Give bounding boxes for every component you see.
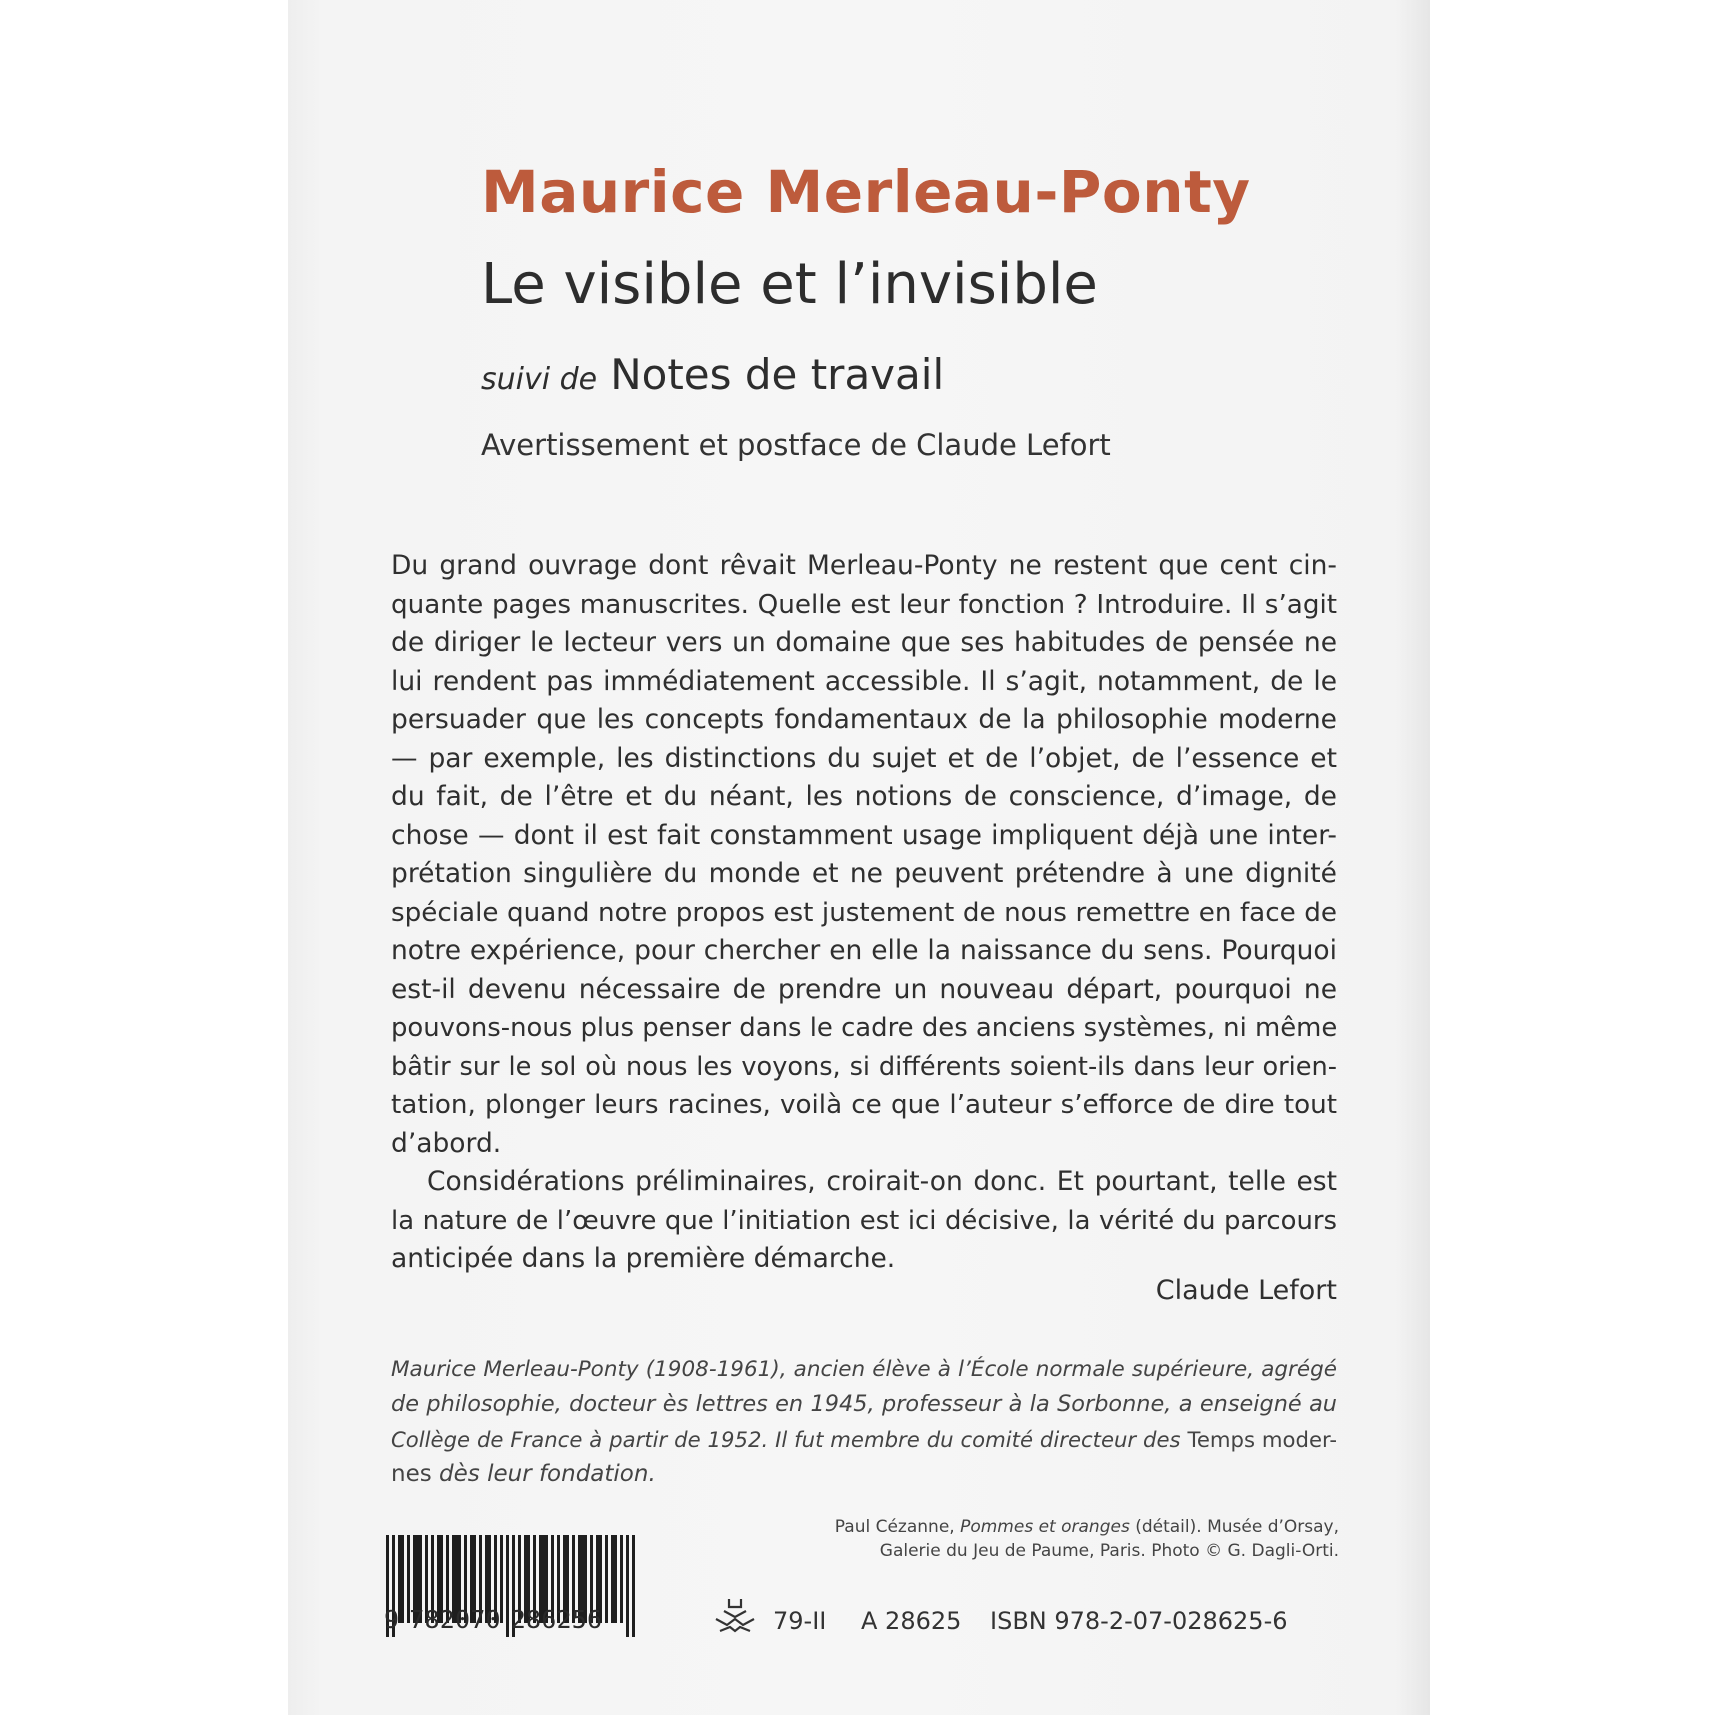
credit-painting: Pommes et oranges (960, 1517, 1130, 1537)
blurb-line: quante pages manuscrites. Quelle est leur fonction ? Introduire. Il s’agit (391, 589, 1337, 620)
credit-line: Galerie du Jeu de Paume, Paris. Photo © G. Dagli-Orti. (879, 1541, 1339, 1561)
suivi-de-label: suivi de (481, 362, 598, 397)
isbn: ISBN 978-2-07-028625-6 (990, 1607, 1288, 1635)
blurb-line: du fait, de l’être et du néant, les notions de conscience, d’image, de (391, 781, 1337, 812)
author-bio (391, 1352, 1337, 1492)
barcode-digits (384, 1605, 646, 1634)
blurb-line: — par exemple, les distinctions du sujet et de l’objet, de l’essence et (391, 742, 1337, 774)
blurb-line: est-il devenu nécessaire de prendre un nouveau départ, pourquoi ne (391, 973, 1337, 1005)
blurb-line: chose — dont il est fait constamment usage impliquent déjà une inter- (391, 819, 1337, 851)
blurb-line: Considérations préliminaires, croirait-on donc. Et pourtant, telle est (427, 1166, 1337, 1197)
blurb-line: persuader que les concepts fondamentaux de la philosophie moderne (391, 704, 1337, 735)
journal-title-end: nes (391, 1461, 432, 1487)
author-name: Maurice Merleau-Ponty (481, 158, 1251, 226)
blurb (391, 547, 1337, 1279)
blurb-line: tation, plonger leurs racines, voilà ce que l’auteur s’efforce de dire tout (391, 1090, 1337, 1120)
bio-line: de philosophie, docteur ès lettres en 1945, professeur à la Sorbonne, a enseigné au (391, 1391, 1337, 1417)
blurb-line: pouvons-nous plus penser dans le cadre des anciens systèmes, ni même (391, 1013, 1338, 1043)
publisher-logo-icon (712, 1597, 758, 1635)
blurb-line: lui rendent pas immédiatement accessible. Il s’agit, notamment, de le (391, 665, 1337, 697)
blurb-line: Du grand ouvrage dont rêvait Merleau-Ponty ne restent que cent cin- (391, 550, 1337, 581)
subtitle-line (481, 350, 944, 399)
blurb-signature: Claude Lefort (1155, 1275, 1337, 1306)
bio-line (391, 1422, 1337, 1457)
subtitle: Notes de travail (610, 350, 945, 399)
journal-title: Temps moder- (1187, 1427, 1338, 1452)
barcode-group-2: 286256 (510, 1605, 603, 1634)
credit-museum: (détail). Musée d’Orsay, (1129, 1517, 1339, 1537)
credit-line (835, 1515, 1339, 1539)
bio-line (391, 1457, 1337, 1492)
blurb-line: prétation singulière du monde et ne peuvent prétendre à une dignité (391, 858, 1337, 889)
blurb-line: la nature de l’œuvre que l’initiation est ici décisive, la vérité du parcours (391, 1205, 1337, 1236)
blurb-line: d’abord. (391, 1127, 502, 1159)
bio-text: dès leur fondation. (431, 1461, 656, 1487)
blurb-line: notre expérience, pour chercher en elle la naissance du sens. Pourquoi (391, 935, 1337, 966)
blurb-line: spéciale quand notre propos est justement de nous remettre en face de (391, 897, 1337, 928)
barcode-group-1: 782070 (409, 1605, 501, 1634)
bio-text: Collège de France à partir de 1952. Il fut membre du comité directeur des (391, 1427, 1188, 1452)
cover-art-credit (835, 1515, 1339, 1563)
barcode-first-digit: 9 (384, 1605, 400, 1634)
preface-credit: Avertissement et postface de Claude Lefort (481, 428, 1111, 462)
blurb-line: bâtir sur le sol où nous les voyons, si différents soient-ils dans leur orien- (391, 1051, 1337, 1082)
series-code: 79-II (773, 1607, 827, 1635)
blurb-line: anticipée dans la première démarche. (391, 1243, 896, 1274)
credit-painter: Paul Cézanne, (834, 1517, 961, 1537)
book-title: Le visible et l’invisible (481, 252, 1098, 317)
catalog-number: A 28625 (861, 1607, 962, 1635)
bio-line: Maurice Merleau-Ponty (1908-1961), ancien élève à l’École normale supérieure, agrégé (391, 1357, 1337, 1382)
blurb-line: de diriger le lecteur vers un domaine que ses habitudes de pensée ne (391, 627, 1337, 658)
